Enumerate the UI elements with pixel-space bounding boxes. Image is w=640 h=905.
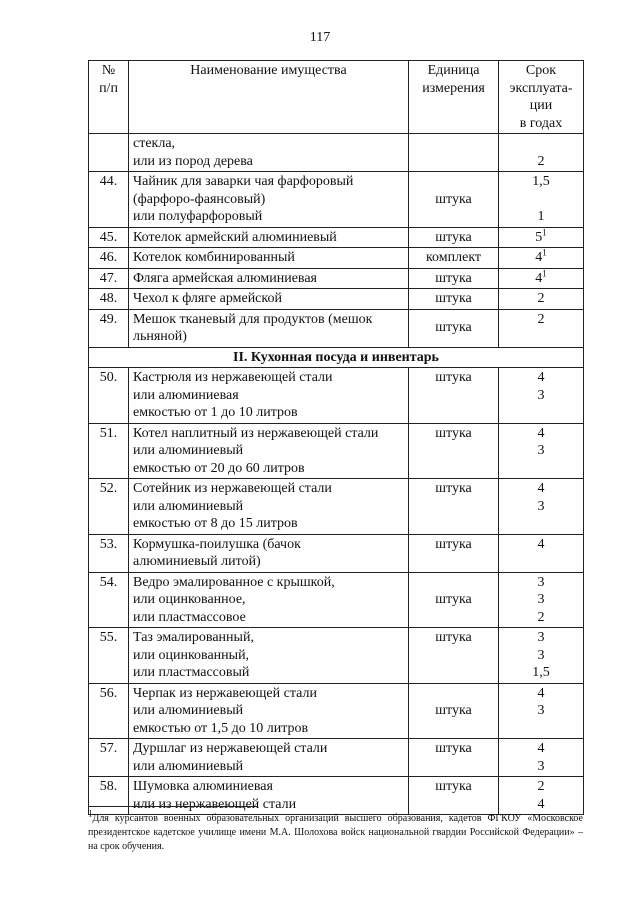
item-name (129, 172, 409, 228)
service-term-text: 4 (537, 685, 545, 701)
service-term-value (503, 609, 579, 627)
service-term-text: 3 (537, 574, 545, 590)
table-body-part2 (89, 368, 584, 815)
unit-cell: штука (409, 227, 499, 248)
table-row (89, 227, 584, 248)
service-term-text: 2 (537, 153, 545, 169)
item-name-line: Котел наплитный из нержавеющей стали (133, 425, 379, 441)
item-name-line: Котелок комбинированный (133, 250, 295, 265)
header-unit (409, 61, 499, 134)
row-number: 44. (89, 172, 129, 228)
table-header-row (89, 61, 584, 134)
service-term-value (503, 574, 579, 592)
service-term (499, 777, 584, 815)
row-number: 57. (89, 739, 129, 777)
item-name (129, 479, 409, 535)
service-term-value (503, 425, 579, 443)
item-name (129, 628, 409, 684)
item-name-line: или алюминиевая (133, 387, 239, 403)
service-term (499, 572, 584, 628)
service-term-value (503, 311, 579, 329)
header-term-line: ции (529, 98, 553, 113)
header-num-line: п/п (99, 80, 118, 96)
header-term-line: в годах (519, 115, 563, 131)
service-term-text: 2 (537, 311, 545, 327)
row-number: 46. (89, 248, 129, 269)
row-number: 58. (89, 777, 129, 815)
service-term-value (503, 685, 579, 703)
property-table (88, 60, 584, 815)
service-term-text: 4 (535, 250, 543, 265)
item-name (129, 683, 409, 739)
item-name-line: Дуршлаг из нержавеющей стали (133, 741, 328, 756)
row-number: 52. (89, 479, 129, 535)
item-name-line: или алюминиевый (133, 443, 244, 458)
table-row (89, 134, 584, 172)
item-name (129, 368, 409, 424)
footnote-mark: 1 (88, 808, 93, 819)
header-term-line: эксплуата- (509, 80, 573, 96)
service-term-value (503, 442, 579, 460)
footnote-reference: 1 (542, 247, 547, 258)
service-term-value (503, 267, 579, 288)
service-term-value (503, 702, 579, 720)
item-name (129, 268, 409, 289)
service-term-value (503, 208, 579, 226)
item-name-line: емкостью от 1 до 10 литров (133, 405, 298, 420)
service-term-value (503, 480, 579, 498)
service-term-text: 4 (537, 425, 545, 441)
unit-cell: штука (409, 777, 499, 815)
item-name-line: Фляга армейская алюминиевая (133, 270, 317, 286)
unit-cell: штука (409, 534, 499, 572)
row-number: 51. (89, 423, 129, 479)
service-term-value (503, 740, 579, 758)
table-row (89, 628, 584, 684)
table-row (89, 248, 584, 269)
item-name-line: Кормушка-поилушка (бачок (133, 536, 301, 552)
item-name (129, 739, 409, 777)
item-name-line: или оцинкованное, (133, 592, 246, 607)
item-name (129, 572, 409, 628)
unit-cell: штука (409, 368, 499, 424)
service-term-value (503, 226, 579, 247)
service-term (499, 248, 584, 269)
item-name-line: Шумовка алюминиевая (133, 779, 273, 794)
service-term-text: 3 (537, 592, 545, 607)
table-row (89, 172, 584, 228)
section-header (89, 347, 584, 368)
item-name (129, 423, 409, 479)
table-row (89, 739, 584, 777)
item-name (129, 309, 409, 347)
service-term-value (503, 290, 579, 308)
unit-cell: штука (409, 289, 499, 310)
service-term-value (503, 796, 579, 814)
row-number: 56. (89, 683, 129, 739)
item-name-line: Сотейник из нержавеющей стали (133, 481, 332, 496)
item-name-line: или пластмассовый (133, 665, 250, 680)
service-term-value (503, 536, 579, 554)
row-number: 50. (89, 368, 129, 424)
service-term-text: 1,5 (532, 174, 550, 189)
item-name-line: или алюминиевый (133, 498, 244, 514)
row-number: 48. (89, 289, 129, 310)
header-term-line: Срок (525, 63, 557, 78)
table-body-part1 (89, 134, 584, 348)
unit-cell: штука (409, 479, 499, 535)
service-term (499, 309, 584, 347)
section-row (89, 347, 584, 368)
item-name-line: стекла, (133, 136, 176, 151)
table-row (89, 423, 584, 479)
table-row (89, 683, 584, 739)
service-term-value (503, 369, 579, 387)
service-term (499, 534, 584, 572)
item-name-line: Ведро эмалированное с крышкой, (133, 574, 335, 590)
item-name-line: алюминиевый литой) (133, 554, 261, 569)
footnote (88, 808, 583, 854)
header-name-text: Наименование имущества (190, 63, 347, 78)
unit-cell (409, 134, 499, 172)
service-term-value (503, 778, 579, 796)
item-name (129, 134, 409, 172)
service-term-value (503, 173, 579, 191)
service-term (499, 683, 584, 739)
service-term-value (503, 758, 579, 776)
item-name (129, 534, 409, 572)
table-row (89, 479, 584, 535)
item-name-line: емкостью от 1,5 до 10 литров (133, 720, 309, 736)
row-number: 45. (89, 227, 129, 248)
service-term-text: 4 (537, 481, 545, 496)
table-row (89, 289, 584, 310)
unit-cell: штука (409, 572, 499, 628)
header-num-line: № (101, 63, 116, 78)
header-term (499, 61, 584, 134)
service-term-value (503, 591, 579, 609)
unit-cell: комплект (409, 248, 499, 269)
row-number: 53. (89, 534, 129, 572)
service-term (499, 134, 584, 172)
unit-cell: штука (409, 628, 499, 684)
service-term-text: 2 (537, 291, 545, 306)
service-term-value (503, 647, 579, 665)
service-term-text: 4 (537, 741, 545, 756)
item-name-line: или алюминиевый (133, 758, 244, 774)
service-term (499, 628, 584, 684)
service-term-text: 1 (537, 209, 545, 224)
service-term-value (503, 629, 579, 647)
unit-cell: штука (409, 309, 499, 347)
service-term-text: 3 (537, 630, 545, 645)
unit-cell: штука (409, 423, 499, 479)
unit-cell: штука (409, 739, 499, 777)
item-name-line: емкостью от 20 до 60 литров (133, 460, 305, 476)
service-term (499, 268, 584, 289)
service-term (499, 289, 584, 310)
service-term-text: 3 (537, 703, 545, 718)
table-row (89, 534, 584, 572)
header-num (89, 61, 129, 134)
section-title: II. Кухонная посуда и инвентарь (89, 347, 584, 368)
footnote-reference: 1 (542, 267, 547, 278)
header-unit-line: Единица (427, 63, 480, 78)
item-name-line: Черпак из нержавеющей стали (133, 685, 317, 701)
item-name-line: Чайник для заварки чая фарфоровый (133, 174, 354, 189)
footnote-divider (88, 806, 258, 807)
item-name-line: или полуфарфоровый (133, 209, 263, 224)
item-name (129, 227, 409, 248)
item-name-line: Котелок армейский алюминиевый (133, 229, 337, 245)
service-term-text: 3 (537, 647, 545, 663)
service-term-value (503, 498, 579, 516)
service-term-text: 1,5 (532, 665, 550, 680)
service-term (499, 479, 584, 535)
service-term (499, 423, 584, 479)
item-name (129, 289, 409, 310)
service-term-value (503, 664, 579, 682)
item-name (129, 248, 409, 269)
item-name-line: Чехол к фляге армейской (133, 291, 282, 306)
service-term (499, 227, 584, 248)
service-term-value (503, 191, 579, 209)
footnote-text: Для курсантов военных образовательных организаций высшего образования, кадетов ФГКОУ «Московское президентское кадетское училище имени М.А. Шолохова войск национальной гвардии Российской Федерации» – на срок обучения. (88, 813, 583, 852)
footnote-reference: 1 (542, 226, 547, 237)
item-name-line: или пластмассовое (133, 609, 246, 625)
table-row (89, 368, 584, 424)
table-row (89, 309, 584, 347)
service-term (499, 368, 584, 424)
header-unit-line: измерения (422, 80, 485, 96)
service-term-value (503, 387, 579, 405)
table-row (89, 777, 584, 815)
service-term-text: 3 (537, 758, 545, 774)
item-name-line: емкостью от 8 до 15 литров (133, 516, 298, 531)
row-number: 54. (89, 572, 129, 628)
row-number: 55. (89, 628, 129, 684)
unit-cell: штука (409, 172, 499, 228)
unit-cell: штука (409, 268, 499, 289)
table-row (89, 572, 584, 628)
item-name-line: или из нержавеющей стали (133, 796, 297, 812)
item-name-line: Кастрюля из нержавеющей стали (133, 370, 333, 385)
service-term-text: 2 (537, 779, 545, 794)
service-term-text: 5 (535, 229, 543, 245)
table-row (89, 268, 584, 289)
item-name (129, 777, 409, 815)
item-name-line: или из пород дерева (133, 153, 253, 169)
item-name-line: или оцинкованный, (133, 647, 250, 663)
service-term-text: 4 (535, 270, 543, 286)
service-term-text: 2 (537, 609, 545, 625)
service-term-value (503, 153, 579, 171)
item-name-line: Таз эмалированный, (133, 630, 254, 645)
service-term (499, 172, 584, 228)
item-name-line: или алюминиевый (133, 703, 244, 718)
service-term-value (503, 249, 579, 267)
service-term-text: 4 (537, 536, 545, 552)
service-term-text: 4 (537, 370, 545, 385)
service-term-text: 3 (537, 387, 545, 403)
service-term-text: 4 (537, 796, 545, 812)
service-term (499, 739, 584, 777)
service-term-text: 3 (537, 498, 545, 514)
row-number: 49. (89, 309, 129, 347)
header-name (129, 61, 409, 134)
service-term-value (503, 135, 579, 153)
item-name-line: льняной) (133, 329, 187, 344)
page-number: 117 (309, 30, 331, 45)
unit-cell: штука (409, 683, 499, 739)
item-name-line: (фарфоро-фаянсовый) (133, 191, 266, 207)
row-number: 47. (89, 268, 129, 289)
row-number (89, 134, 129, 172)
service-term-text: 3 (537, 443, 545, 458)
item-name-line: Мешок тканевый для продуктов (мешок (133, 311, 373, 327)
